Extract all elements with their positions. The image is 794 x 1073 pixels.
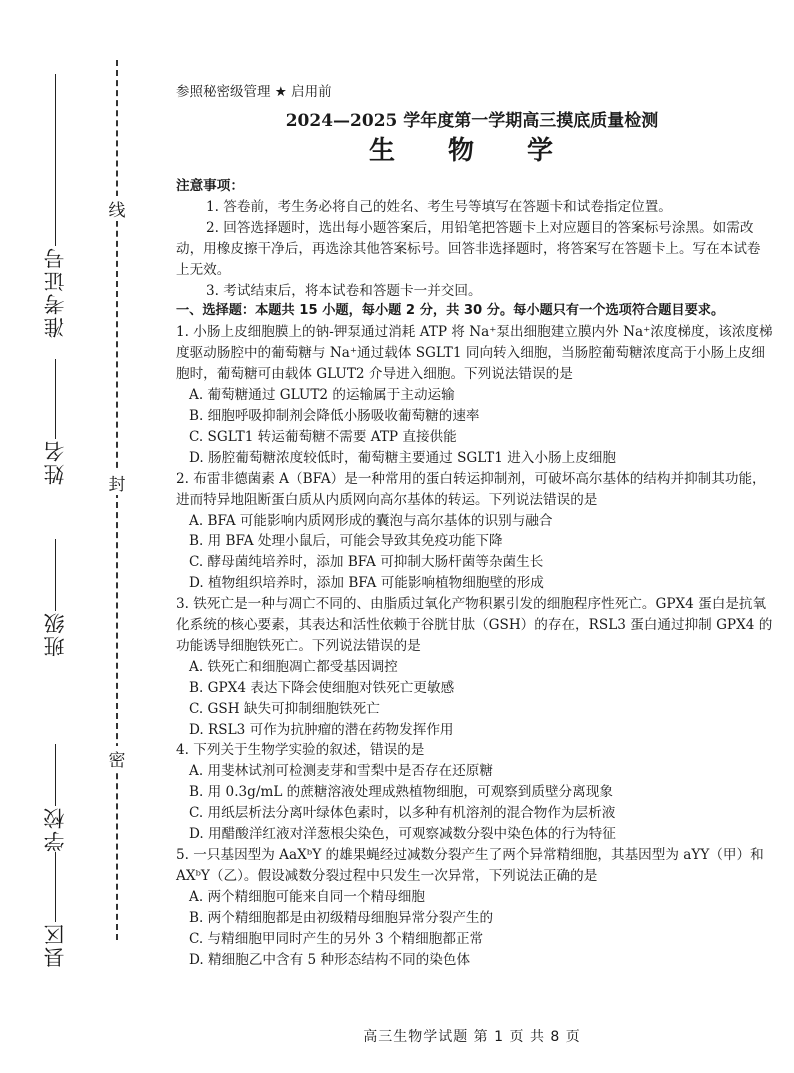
option-c: C. GSH 缺失可抑制细胞铁死亡 <box>189 700 380 717</box>
question-stem: 5. 一只基因型为 AaXᵇY 的雄果蝇经过减数分裂产生了两个异常精细胞，其基因型为 aYY（甲）和 AXᵇY（乙）。假设减数分裂过程中只发生一次异常，下列说法正确的是 <box>176 847 764 884</box>
exam-content <box>176 176 774 970</box>
field-name-line[interactable] <box>55 359 56 439</box>
option-c: C. 用纸层析法分离叶绿体色素时，以多种有机溶剂的混合物作为层析液 <box>189 805 616 822</box>
notice-item: 3. 考试结束后，将本试卷和答题卡一并交回。 <box>206 282 482 299</box>
notice-item: 1. 答卷前，考生务必将自己的姓名、考生号等填写在答题卡和试卷指定位置。 <box>206 198 672 215</box>
field-class-line[interactable] <box>55 539 56 611</box>
option-b: B. 细胞呼吸抑制剂会降低小肠吸收葡萄糖的速率 <box>189 407 480 424</box>
question-2 <box>176 469 774 594</box>
option-d: D. 用醋酸洋红液对洋葱根尖染色，可观察减数分裂中染色体的行为特征 <box>189 826 616 843</box>
field-school[interactable] <box>40 740 70 852</box>
exam-title: 2024—2025 学年度第一学期高三摸底质量检测 <box>285 111 659 131</box>
option-a: A. 葡萄糖通过 GLUT2 的运输属于主动运输 <box>189 387 455 404</box>
confidential-notice: 参照秘密级管理 ★ 启用前 <box>176 84 332 100</box>
field-exam-number-label: 准考证号 <box>43 246 67 338</box>
option-a: A. 用斐林试剂可检测麦芽和雪梨中是否存在还原糖 <box>189 763 493 780</box>
field-name[interactable] <box>40 355 70 485</box>
field-school-line[interactable] <box>55 744 56 806</box>
subject-title: 生 物 学 <box>368 136 576 166</box>
option-a: A. 铁死亡和细胞凋亡都受基因调控 <box>189 658 398 675</box>
field-school-label: 学校 <box>43 806 67 852</box>
field-county-line[interactable] <box>55 852 56 922</box>
question-4 <box>176 740 774 845</box>
question-3 <box>176 594 774 740</box>
option-d: D. RSL3 可作为抗肿瘤的潜在药物发挥作用 <box>189 721 454 738</box>
option-c: C. 与精细胞甲同时产生的另外 3 个精细胞都正常 <box>189 930 484 947</box>
option-d: D. 肠腔葡萄糖浓度较低时，葡萄糖主要通过 SGLT1 进入小肠上皮细胞 <box>189 449 616 466</box>
option-b: B. 两个精细胞都是由初级精母细胞异常分裂产生的 <box>189 909 494 926</box>
notice-heading: 注意事项： <box>176 178 244 194</box>
section-heading: 一、选择题：本题共 15 小题，每小题 2 分，共 30 分。每小题只有一个选项符合题目要求。 <box>176 303 725 319</box>
question-stem: 3. 铁死亡是一种与凋亡不同的、由脂质过氧化产物积累引发的细胞程序性死亡。GPX4 蛋白是抗氧化系统的核心要素，其表达和活性依赖于谷胱甘肽（GSH）的存在，RSL3 蛋白通过抑制 GPX4 的功能诱导细胞铁死亡。下列说法错误的是 <box>176 596 773 654</box>
field-class[interactable] <box>40 535 70 657</box>
field-exam-number[interactable] <box>40 70 70 338</box>
question-stem: 1. 小肠上皮细胞膜上的钠-钾泵通过消耗 ATP 将 Na⁺泵出细胞建立膜内外 Na⁺浓度梯度，该浓度梯度驱动肠腔中的葡萄糖与 Na⁺通过载体 SGLT1 同向转入细胞，当肠腔葡萄糖浓度高于小肠上皮细胞时，葡萄糖可由载体 GLUT2 介导进入细胞。下列说法错误的是 <box>176 324 773 383</box>
binding-mark-secret: 密 <box>106 746 128 771</box>
question-5 <box>176 845 774 970</box>
field-name-label: 姓名 <box>43 439 67 485</box>
field-exam-number-line[interactable] <box>55 74 56 246</box>
question-stem: 2. 布雷非德菌素 A（BFA）是一种常用的蛋白转运抑制剂，可破坏高尔基体的结构并抑制其功能，进而特异地阻断蛋白质从内质网向高尔基体的转运。下列说法错误的是 <box>176 470 766 508</box>
option-d: D. 植物组织培养时，添加 BFA 可能影响植物细胞壁的形成 <box>189 575 544 592</box>
binding-dashed-line <box>116 60 118 940</box>
option-c: C. 酵母菌纯培养时，添加 BFA 可抑制大肠杆菌等杂菌生长 <box>189 554 544 571</box>
field-class-label: 班级 <box>43 611 67 657</box>
option-b: B. GPX4 表达下降会使细胞对铁死亡更敏感 <box>189 679 455 696</box>
option-a: A. 两个精细胞可能来自同一个精母细胞 <box>189 888 425 905</box>
option-a: A. BFA 可能影响内质网形成的囊泡与高尔基体的识别与融合 <box>189 512 553 529</box>
binding-margin <box>0 0 150 1073</box>
field-county[interactable] <box>40 848 70 968</box>
field-county-label: 县区 <box>43 922 67 968</box>
option-b: B. 用 BFA 处理小鼠后，可能会导致其免疫功能下降 <box>189 533 503 550</box>
binding-mark-line: 线 <box>106 196 128 221</box>
option-c: C. SGLT1 转运葡萄糖不需要 ATP 直接供能 <box>189 428 457 445</box>
binding-mark-seal: 封 <box>106 470 128 495</box>
question-1 <box>176 322 774 468</box>
page-footer: 高三生物学试题 第 1 页 共 8 页 <box>363 1029 581 1045</box>
question-stem: 4. 下列关于生物学实验的叙述，错误的是 <box>176 742 425 759</box>
option-b: B. 用 0.3g/mL 的蔗糖溶液处理成熟植物细胞，可观察到质壁分离现象 <box>189 784 613 801</box>
option-d: D. 精细胞乙中含有 5 种形态结构不同的染色体 <box>189 951 471 968</box>
notice-item: 2. 回答选择题时，选出每小题答案后，用铅笔把答题卡上对应题目的答案标号涂黑。如需改动，用橡皮擦干净后，再选涂其他答案标号。回答非选择题时，将答案写在答题卡上。写在本试卷上无效。 <box>176 219 761 278</box>
